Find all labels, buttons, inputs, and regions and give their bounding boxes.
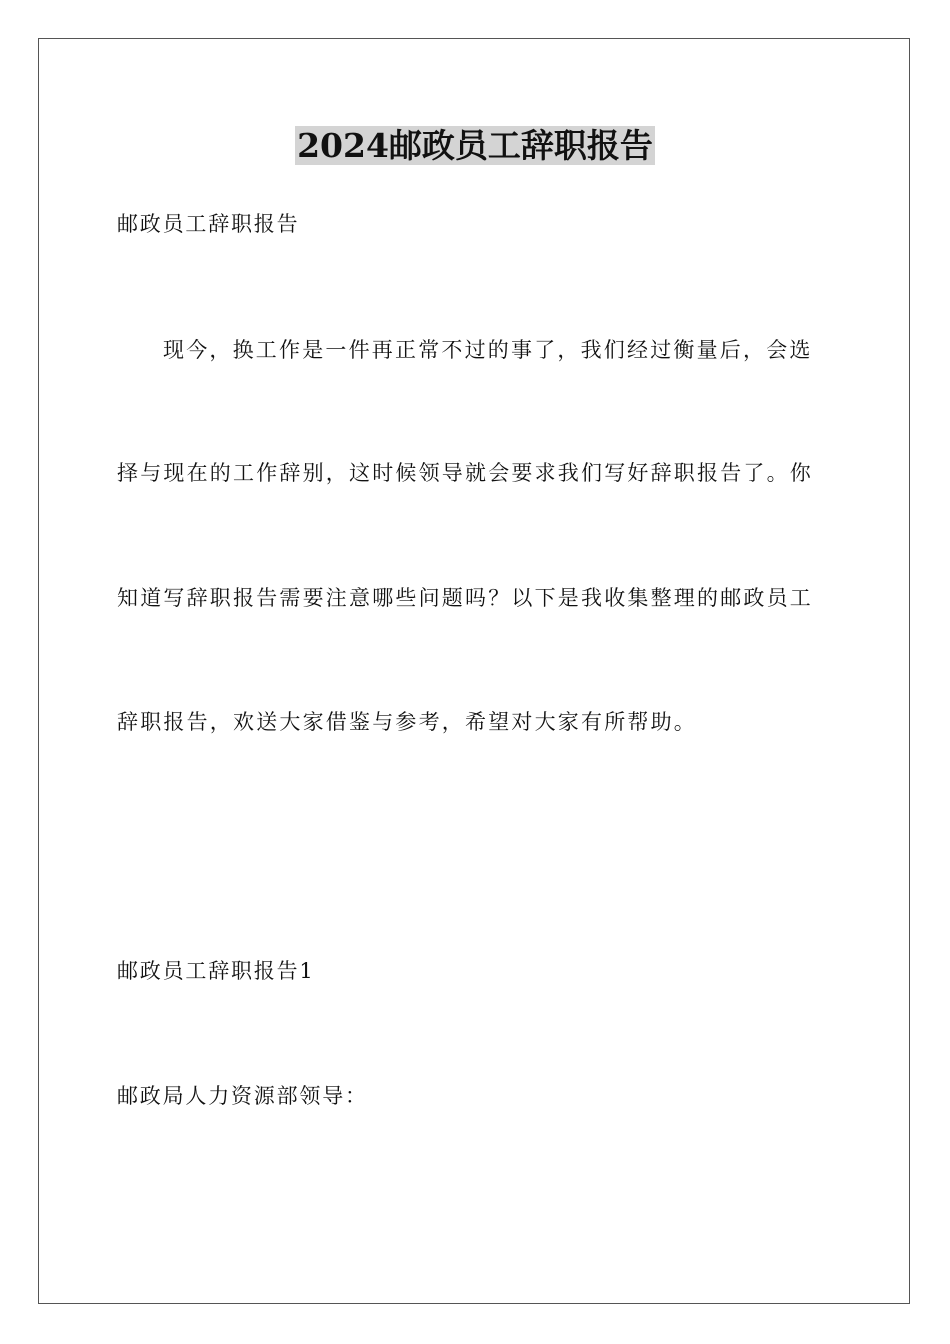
intro-line-4: 辞职报告，欢送大家借鉴与参考，希望对大家有所帮助。	[117, 710, 697, 734]
document-subtitle: 邮政员工辞职报告	[117, 212, 300, 236]
intro-line-3: 知道写辞职报告需要注意哪些问题吗？以下是我收集整理的邮政员工	[117, 586, 813, 610]
salutation: 邮政局人力资源部领导：	[117, 1084, 368, 1108]
document-title-text: 2024邮政员工辞职报告	[297, 126, 653, 165]
section-heading: 邮政员工辞职报告1	[117, 959, 315, 983]
intro-line-1: 现今，换工作是一件再正常不过的事了，我们经过衡量后，会选	[163, 338, 813, 362]
document-title	[0, 124, 950, 168]
intro-line-2: 择与现在的工作辞别，这时候领导就会要求我们写好辞职报告了。你	[117, 461, 813, 485]
